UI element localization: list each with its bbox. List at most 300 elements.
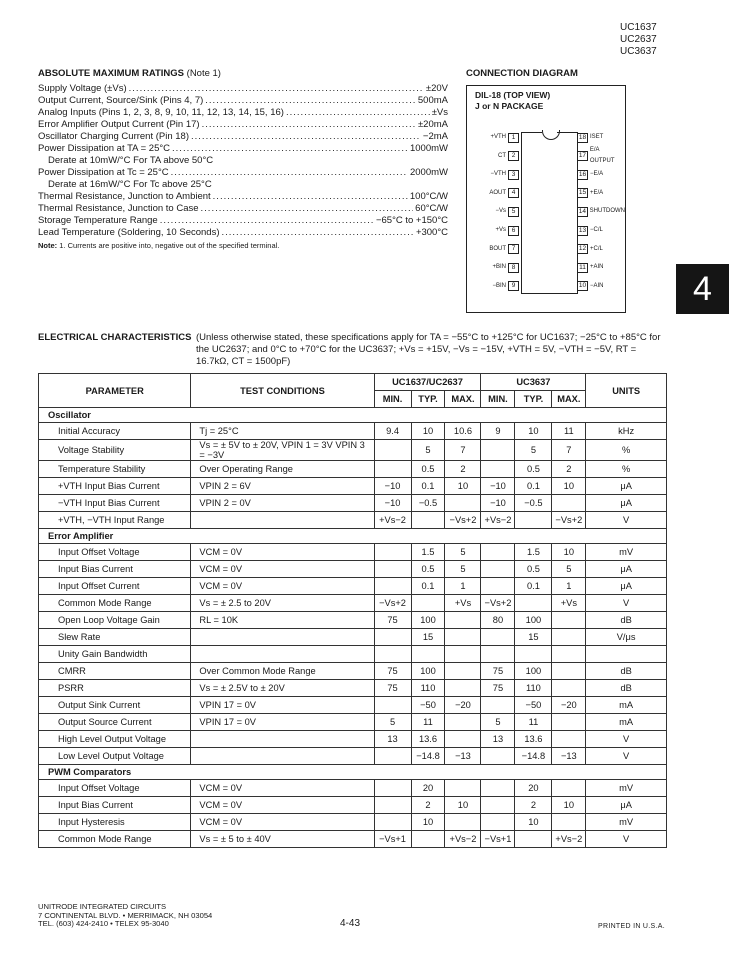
rating-row [38, 203, 448, 215]
rating-value: 1000mW [409, 143, 448, 154]
pin-number: 3 [508, 170, 519, 180]
value-cell: −10 [374, 478, 411, 495]
value-cell: 10 [515, 814, 552, 831]
pin-number: 8 [508, 263, 519, 273]
pin-right [577, 188, 625, 199]
table-row [39, 595, 667, 612]
value-cell: 100 [515, 612, 552, 629]
pin-name: +VTH [490, 134, 506, 140]
leader-dots [191, 131, 421, 143]
pin-name: AOUT [489, 189, 506, 196]
empty-cell [191, 529, 374, 544]
parameter-cell: Common Mode Range [39, 595, 191, 612]
pin-left [479, 132, 519, 143]
pin-name: CT [498, 152, 506, 159]
table-row [39, 831, 667, 848]
value-cell: 13.6 [515, 731, 552, 748]
value-cell: 10 [552, 797, 586, 814]
connection-diagram [466, 85, 626, 313]
value-cell: 13 [374, 731, 411, 748]
value-cell [481, 646, 515, 663]
value-cell: −50 [411, 697, 445, 714]
rating-label: Power Dissipation at TA = 25°C [38, 143, 171, 154]
parameter-cell: Output Source Current [39, 714, 191, 731]
rating-row [38, 143, 448, 155]
pin-number: 13 [578, 226, 587, 234]
part-number: UC2637 [620, 34, 657, 45]
units-cell: mV [586, 544, 667, 561]
header-units: UNITS [586, 374, 667, 408]
value-cell [445, 814, 481, 831]
pin-name: −Vs [495, 208, 506, 215]
table-row [39, 495, 667, 512]
part-number-list [620, 22, 700, 58]
value-cell [374, 561, 411, 578]
rating-value: ±Vs [431, 107, 448, 118]
leader-dots [205, 95, 416, 107]
pin-name: −VTH [490, 171, 506, 178]
value-cell: 0.5 [411, 561, 445, 578]
rating-label: Thermal Resistance, Junction to Ambient [38, 191, 211, 202]
parameter-cell: Input Hysteresis [39, 814, 191, 831]
parameter-cell: Input Offset Current [39, 578, 191, 595]
test-condition-cell: RL = 10K [191, 612, 374, 629]
pin-name: +Vs [495, 227, 506, 233]
parameter-cell: +VTH Input Bias Current [39, 478, 191, 495]
value-cell [552, 714, 586, 731]
pin-number: 15 [578, 189, 587, 197]
value-cell [411, 646, 445, 663]
header-max: MAX. [445, 391, 481, 408]
table-row [39, 748, 667, 765]
category-row [39, 529, 667, 544]
table-row [39, 629, 667, 646]
value-cell: 75 [374, 680, 411, 697]
rating-label: Power Dissipation at Tc = 25°C [38, 167, 169, 178]
table-row [39, 646, 667, 663]
rating-row [38, 167, 448, 179]
company-phone: TEL. (603) 424-2410 • TELEX 95-3040 [38, 919, 169, 928]
empty-cell [481, 765, 515, 780]
value-cell: 0.5 [515, 461, 552, 478]
units-cell: % [586, 440, 667, 461]
rating-row [38, 95, 448, 107]
value-cell [515, 646, 552, 663]
rating-row [38, 215, 448, 227]
value-cell: 10 [411, 423, 445, 440]
rating-value: 100°C/W [409, 191, 448, 202]
value-cell: −0.5 [515, 495, 552, 512]
units-cell: mA [586, 697, 667, 714]
header-test-conditions: TEST CONDITIONS [191, 374, 374, 408]
pin-number: 14 [578, 207, 586, 215]
value-cell [445, 663, 481, 680]
parameter-cell: Unity Gain Bandwidth [39, 646, 191, 663]
rating-value: 60°C/W [415, 203, 448, 214]
units-cell: mA [586, 714, 667, 731]
rating-label: Error Amplifier Output Current (Pin 17) [38, 119, 200, 130]
pin-number: 1 [508, 133, 519, 143]
pin-left [479, 188, 519, 199]
pin-number: 16 [578, 170, 587, 178]
table-row [39, 680, 667, 697]
value-cell [445, 731, 481, 748]
units-cell: V [586, 831, 667, 848]
rating-label: Lead Temperature (Soldering, 10 Seconds) [38, 227, 220, 238]
value-cell: 10 [411, 814, 445, 831]
value-cell: 100 [411, 612, 445, 629]
units-cell: kHz [586, 423, 667, 440]
value-cell: +Vs−2 [374, 512, 411, 529]
pin-number: 6 [508, 226, 519, 236]
value-cell [515, 595, 552, 612]
rating-label: Oscillator Charging Current (Pin 18) [38, 131, 190, 142]
value-cell: 5 [515, 440, 552, 461]
value-cell: −13 [445, 748, 481, 765]
header-parameter: PARAMETER [39, 374, 191, 408]
value-cell: 11 [552, 423, 586, 440]
units-cell: V [586, 512, 667, 529]
value-cell: −14.8 [515, 748, 552, 765]
abs-max-title: ABSOLUTE MAXIMUM RATINGS (Note 1) [38, 68, 221, 79]
test-condition-cell: Over Common Mode Range [191, 663, 374, 680]
table-row [39, 440, 667, 461]
parameter-cell: Input Bias Current [39, 797, 191, 814]
value-cell: 9 [481, 423, 515, 440]
value-cell: −Vs+2 [481, 595, 515, 612]
pin-left [479, 206, 519, 217]
value-cell [481, 697, 515, 714]
value-cell: 5 [552, 561, 586, 578]
units-cell: % [586, 461, 667, 478]
value-cell [374, 578, 411, 595]
value-cell [552, 814, 586, 831]
value-cell [515, 512, 552, 529]
value-cell: −Vs+1 [374, 831, 411, 848]
parameter-cell: Input Offset Voltage [39, 544, 191, 561]
pin-name: −C/L [590, 227, 603, 233]
value-cell [552, 495, 586, 512]
value-cell: 10 [552, 544, 586, 561]
value-cell: 5 [481, 714, 515, 731]
parameter-cell: Initial Accuracy [39, 423, 191, 440]
electrical-characteristics-conditions: (Unless otherwise stated, these specifications apply for TA = −55°C to +125°C for UC1637; −25°C to +85°C for the UC2637; and 0°C to +70°C for the UC3637; +Vs = +15V, −Vs = −15V, +VTH = 5V, −VTH = −5V, RT = 16.7kΩ, CT = 1500pF) [196, 332, 661, 367]
table-row [39, 612, 667, 629]
leader-dots [171, 167, 408, 179]
units-cell: V [586, 595, 667, 612]
value-cell [481, 797, 515, 814]
rating-row [38, 227, 448, 239]
table-row [39, 423, 667, 440]
value-cell: 75 [374, 663, 411, 680]
value-cell [374, 629, 411, 646]
pin-name: +BIN [492, 264, 506, 271]
value-cell [445, 780, 481, 797]
value-cell [481, 814, 515, 831]
empty-cell [586, 408, 667, 423]
pin-name: −E/A [590, 171, 604, 178]
empty-cell [411, 765, 445, 780]
empty-cell [552, 408, 586, 423]
value-cell [515, 831, 552, 848]
value-cell [411, 512, 445, 529]
value-cell: 2 [515, 797, 552, 814]
value-cell: 2 [552, 461, 586, 478]
rating-row [38, 119, 448, 131]
value-cell: 75 [374, 612, 411, 629]
parameter-cell: PSRR [39, 680, 191, 697]
units-cell: μA [586, 478, 667, 495]
empty-cell [374, 408, 411, 423]
footer-address [38, 903, 212, 929]
pin-left [479, 151, 519, 162]
rating-row [38, 191, 448, 203]
rating-value: −65°C to +150°C [375, 215, 448, 226]
pin-number: 12 [578, 245, 587, 253]
units-cell: dB [586, 612, 667, 629]
table-row [39, 731, 667, 748]
pin-name: +C/L [590, 245, 603, 252]
empty-cell [586, 765, 667, 780]
pin-name: −AIN [590, 282, 604, 289]
value-cell: 75 [481, 663, 515, 680]
empty-cell [445, 529, 481, 544]
units-cell: mV [586, 780, 667, 797]
value-cell: 1.5 [411, 544, 445, 561]
package-label: DIL-18 (TOP VIEW) J or N PACKAGE [475, 90, 551, 111]
parameter-cell: Open Loop Voltage Gain [39, 612, 191, 629]
table-row [39, 544, 667, 561]
leader-dots [202, 119, 416, 131]
value-cell [481, 461, 515, 478]
page-number: 4-43 [340, 918, 361, 929]
pin-right [577, 132, 625, 143]
rating-label: Thermal Resistance, Junction to Case [38, 203, 199, 214]
table-row [39, 814, 667, 831]
parameter-cell: −VTH Input Bias Current [39, 495, 191, 512]
value-cell [445, 495, 481, 512]
value-cell: −10 [481, 478, 515, 495]
rating-value: 500mA [417, 95, 448, 106]
value-cell: 2 [411, 797, 445, 814]
value-cell: 100 [411, 663, 445, 680]
value-cell [481, 440, 515, 461]
empty-cell [552, 765, 586, 780]
pin-left [479, 225, 519, 236]
rating-label: Storage Temperature Range [38, 215, 158, 226]
value-cell [374, 461, 411, 478]
units-cell: μA [586, 561, 667, 578]
pin-right [577, 281, 625, 292]
value-cell: 7 [552, 440, 586, 461]
test-condition-cell: Tj = 25°C [191, 423, 374, 440]
value-cell [481, 748, 515, 765]
value-cell: −14.8 [411, 748, 445, 765]
value-cell: −10 [374, 495, 411, 512]
value-cell [374, 697, 411, 714]
value-cell: −13 [552, 748, 586, 765]
pin-right [577, 147, 625, 165]
electrical-characteristics-title: ELECTRICAL CHARACTERISTICS [38, 332, 192, 343]
value-cell: 0.5 [411, 461, 445, 478]
parameter-cell: Slew Rate [39, 629, 191, 646]
company-name: UNITRODE INTEGRATED CIRCUITS [38, 902, 167, 911]
value-cell: 11 [515, 714, 552, 731]
value-cell: 0.1 [515, 578, 552, 595]
test-condition-cell: Vs = ± 2.5V to ± 20V [191, 680, 374, 697]
parameter-cell: Voltage Stability [39, 440, 191, 461]
table-row [39, 780, 667, 797]
table-row [39, 561, 667, 578]
empty-cell [481, 408, 515, 423]
test-condition-cell: VPIN 2 = 6V [191, 478, 374, 495]
value-cell: 20 [515, 780, 552, 797]
pin-number: 4 [508, 188, 519, 198]
empty-cell [515, 765, 552, 780]
empty-cell [586, 529, 667, 544]
pin-left [479, 244, 519, 255]
value-cell [552, 731, 586, 748]
value-cell: −Vs+2 [445, 512, 481, 529]
category-label: Oscillator [39, 408, 191, 423]
value-cell: 75 [481, 680, 515, 697]
empty-cell [445, 765, 481, 780]
rating-value: −2mA [422, 131, 448, 142]
rating-value: +300°C [415, 227, 448, 238]
test-condition-cell [191, 748, 374, 765]
leader-dots [172, 143, 408, 155]
value-cell [411, 595, 445, 612]
units-cell: μA [586, 495, 667, 512]
value-cell: 11 [411, 714, 445, 731]
value-cell: 1 [552, 578, 586, 595]
empty-cell [374, 765, 411, 780]
value-cell: 0.5 [515, 561, 552, 578]
test-condition-cell [191, 512, 374, 529]
value-cell [481, 544, 515, 561]
value-cell: −20 [552, 697, 586, 714]
value-cell [481, 578, 515, 595]
pin-number: 18 [578, 133, 587, 141]
empty-cell [445, 408, 481, 423]
value-cell: 0.1 [515, 478, 552, 495]
empty-cell [515, 529, 552, 544]
parameter-cell: Input Offset Voltage [39, 780, 191, 797]
table-row [39, 714, 667, 731]
value-cell: −50 [515, 697, 552, 714]
empty-cell [191, 765, 374, 780]
value-cell: −Vs+1 [481, 831, 515, 848]
value-cell: +Vs [445, 595, 481, 612]
value-cell: −20 [445, 697, 481, 714]
units-cell: dB [586, 680, 667, 697]
empty-cell [481, 529, 515, 544]
value-cell: 15 [411, 629, 445, 646]
table-row [39, 797, 667, 814]
pin-name: BOUT [489, 245, 506, 252]
absolute-maximum-ratings [38, 68, 448, 251]
table-row [39, 697, 667, 714]
value-cell [374, 748, 411, 765]
header-max: MAX. [552, 391, 586, 408]
units-cell: dB [586, 663, 667, 680]
pin-left [479, 281, 519, 292]
value-cell [445, 646, 481, 663]
leader-dots [201, 203, 414, 215]
test-condition-cell: VPIN 17 = 0V [191, 697, 374, 714]
value-cell: 10 [552, 478, 586, 495]
value-cell: +Vs−2 [481, 512, 515, 529]
value-cell: 10 [515, 423, 552, 440]
header-typ: TYP. [515, 391, 552, 408]
value-cell: −0.5 [411, 495, 445, 512]
parameter-cell: Output Sink Current [39, 697, 191, 714]
header-group-uc3637: UC3637 [481, 374, 586, 391]
parameter-cell: High Level Output Voltage [39, 731, 191, 748]
table-row [39, 578, 667, 595]
value-cell [481, 629, 515, 646]
pin-number: 11 [577, 263, 588, 273]
value-cell: 5 [411, 440, 445, 461]
value-cell: 20 [411, 780, 445, 797]
table-row [39, 512, 667, 529]
empty-cell [411, 408, 445, 423]
rating-label: Analog Inputs (Pins 1, 2, 3, 8, 9, 10, 11, 12, 13, 14, 15, 16) [38, 107, 284, 118]
test-condition-cell: Vs = ± 2.5 to 20V [191, 595, 374, 612]
pin-right [577, 225, 625, 236]
test-condition-cell: VCM = 0V [191, 561, 374, 578]
category-label: Error Amplifier [39, 529, 191, 544]
abs-max-note: Note: 1. Currents are positive into, negative out of the specified terminal. [38, 241, 280, 250]
category-row [39, 765, 667, 780]
value-cell: 80 [481, 612, 515, 629]
value-cell: 110 [411, 680, 445, 697]
value-cell [374, 544, 411, 561]
units-cell: V [586, 731, 667, 748]
value-cell [411, 831, 445, 848]
value-cell [374, 797, 411, 814]
value-cell: 13.6 [411, 731, 445, 748]
parameter-cell: Common Mode Range [39, 831, 191, 848]
parameter-cell: Input Bias Current [39, 561, 191, 578]
leader-dots [129, 83, 424, 95]
test-condition-cell [191, 629, 374, 646]
value-cell: 10.6 [445, 423, 481, 440]
category-label: PWM Comparators [39, 765, 191, 780]
test-condition-cell: VPIN 17 = 0V [191, 714, 374, 731]
pin-number: 2 [508, 151, 519, 161]
table-row [39, 663, 667, 680]
units-cell: mV [586, 814, 667, 831]
pin-number: 17 [578, 152, 587, 160]
value-cell: 13 [481, 731, 515, 748]
value-cell: 10 [445, 797, 481, 814]
value-cell: +Vs−2 [445, 831, 481, 848]
rating-value: ±20mA [417, 119, 448, 130]
pin-name: ISET [590, 134, 604, 140]
value-cell [445, 714, 481, 731]
value-cell: −10 [481, 495, 515, 512]
empty-cell [411, 529, 445, 544]
header-typ: TYP. [411, 391, 445, 408]
units-cell: V/μs [586, 629, 667, 646]
parameter-cell: Low Level Output Voltage [39, 748, 191, 765]
test-condition-cell: Vs = ± 5V to ± 20V, VPIN 1 = 3V VPIN 3 = −3V [191, 440, 374, 461]
rating-label: Supply Voltage (±Vs) [38, 83, 127, 94]
value-cell [445, 629, 481, 646]
value-cell: −Vs+2 [374, 595, 411, 612]
value-cell [552, 629, 586, 646]
